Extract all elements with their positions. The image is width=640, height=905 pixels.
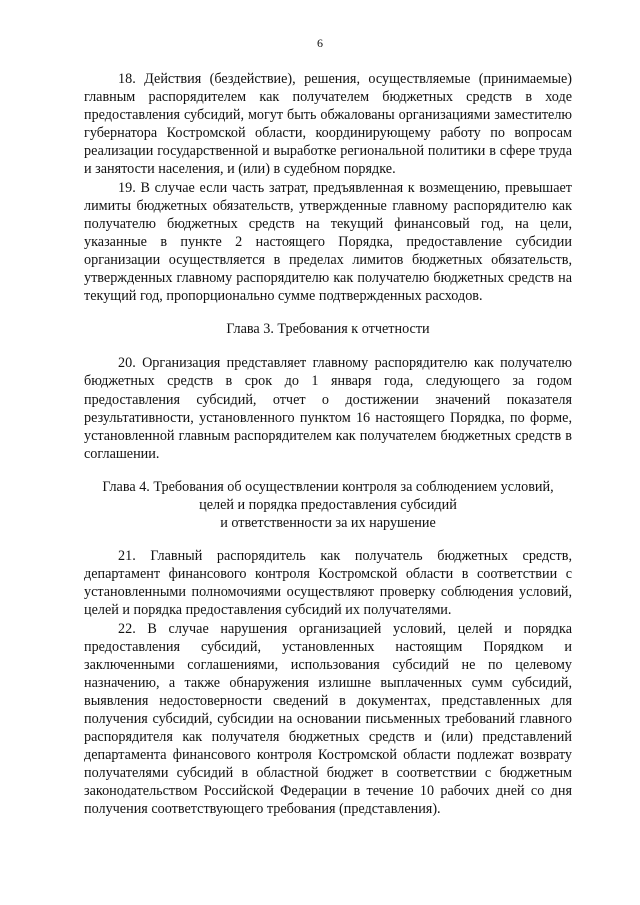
paragraph-20: 20. Организация представляет главному распорядителю как получателю бюджетных средств в срок до 1 января года, следующего за годом предоставления субсидий, отчет о достижении значений показателя результативности, установленного пунктом 16 настоящего Порядка, по форме, установленной главным распорядителем как получателем бюджетных средств в соглашении. [84, 355, 572, 462]
chapter-4-heading-line-3: и ответственности за их нарушение [220, 515, 436, 532]
chapter-4-heading [84, 478, 572, 532]
chapter-4-heading-line-1: Глава 4. Требования об осуществлении контроля за соблюдением условий, [102, 478, 554, 495]
paragraph-18: 18. Действия (бездействие), решения, осуществляемые (принимаемые) главным распорядителем как получателем бюджетных средств в ходе предоставления субсидий, могут быть обжалованы организациями заместителю губернатора Костромской области, координирующему работу по вопросам реализации государственной и выработке региональной политики в сфере труда и занятости населения, и (или) в судебном порядке. [84, 71, 572, 178]
document-body [84, 70, 572, 819]
chapter-4-heading-line-2: целей и порядка предоставления субсидий [199, 496, 457, 513]
paragraph-22: 22. В случае нарушения организацией условий, целей и порядка предоставления субсидий, установленных настоящим Порядком и заключенными соглашениями, использования субсидий не по целевому назначению, а также обнаружения излишне выплаченных сумм субсидий, выявления недостоверности сведений в документах, представленных для получения субсидий, субсидии на основании письменных требований главного распорядителя как получателя бюджетных средств и (или) представлений департамента финансового контроля Костромской области подлежат возврату получателями субсидий в областной бюджет в соответствии с бюджетным законодательством Российской Федерации в течение 10 рабочих дней со дня получения соответствующего требования (представления). [84, 620, 572, 818]
paragraph-19: 19. В случае если часть затрат, предъявленная к возмещению, превышает лимиты бюджетных обязательств, утвержденные главному распорядителю как получателю бюджетных средств на текущий финансовый год, на цели, указанные в пункте 2 настоящего Порядка, предоставление субсидии организации осуществляется в пределах лимитов бюджетных обязательств, утвержденных главному распорядителю как получателю бюджетных средств на текущий год, пропорционально сумме подтвержденных расходов. [84, 179, 572, 305]
chapter-3-heading: Глава 3. Требования к отчетности [226, 321, 430, 338]
paragraph-21: 21. Главный распорядитель как получатель бюджетных средств, департамент финансового контроля Костромской области в соответствии с установленными полномочиями осуществляют проверку соблюдения условий, целей и порядка предоставления субсидий их получателями. [84, 548, 572, 619]
page-number: 6 [317, 36, 323, 50]
